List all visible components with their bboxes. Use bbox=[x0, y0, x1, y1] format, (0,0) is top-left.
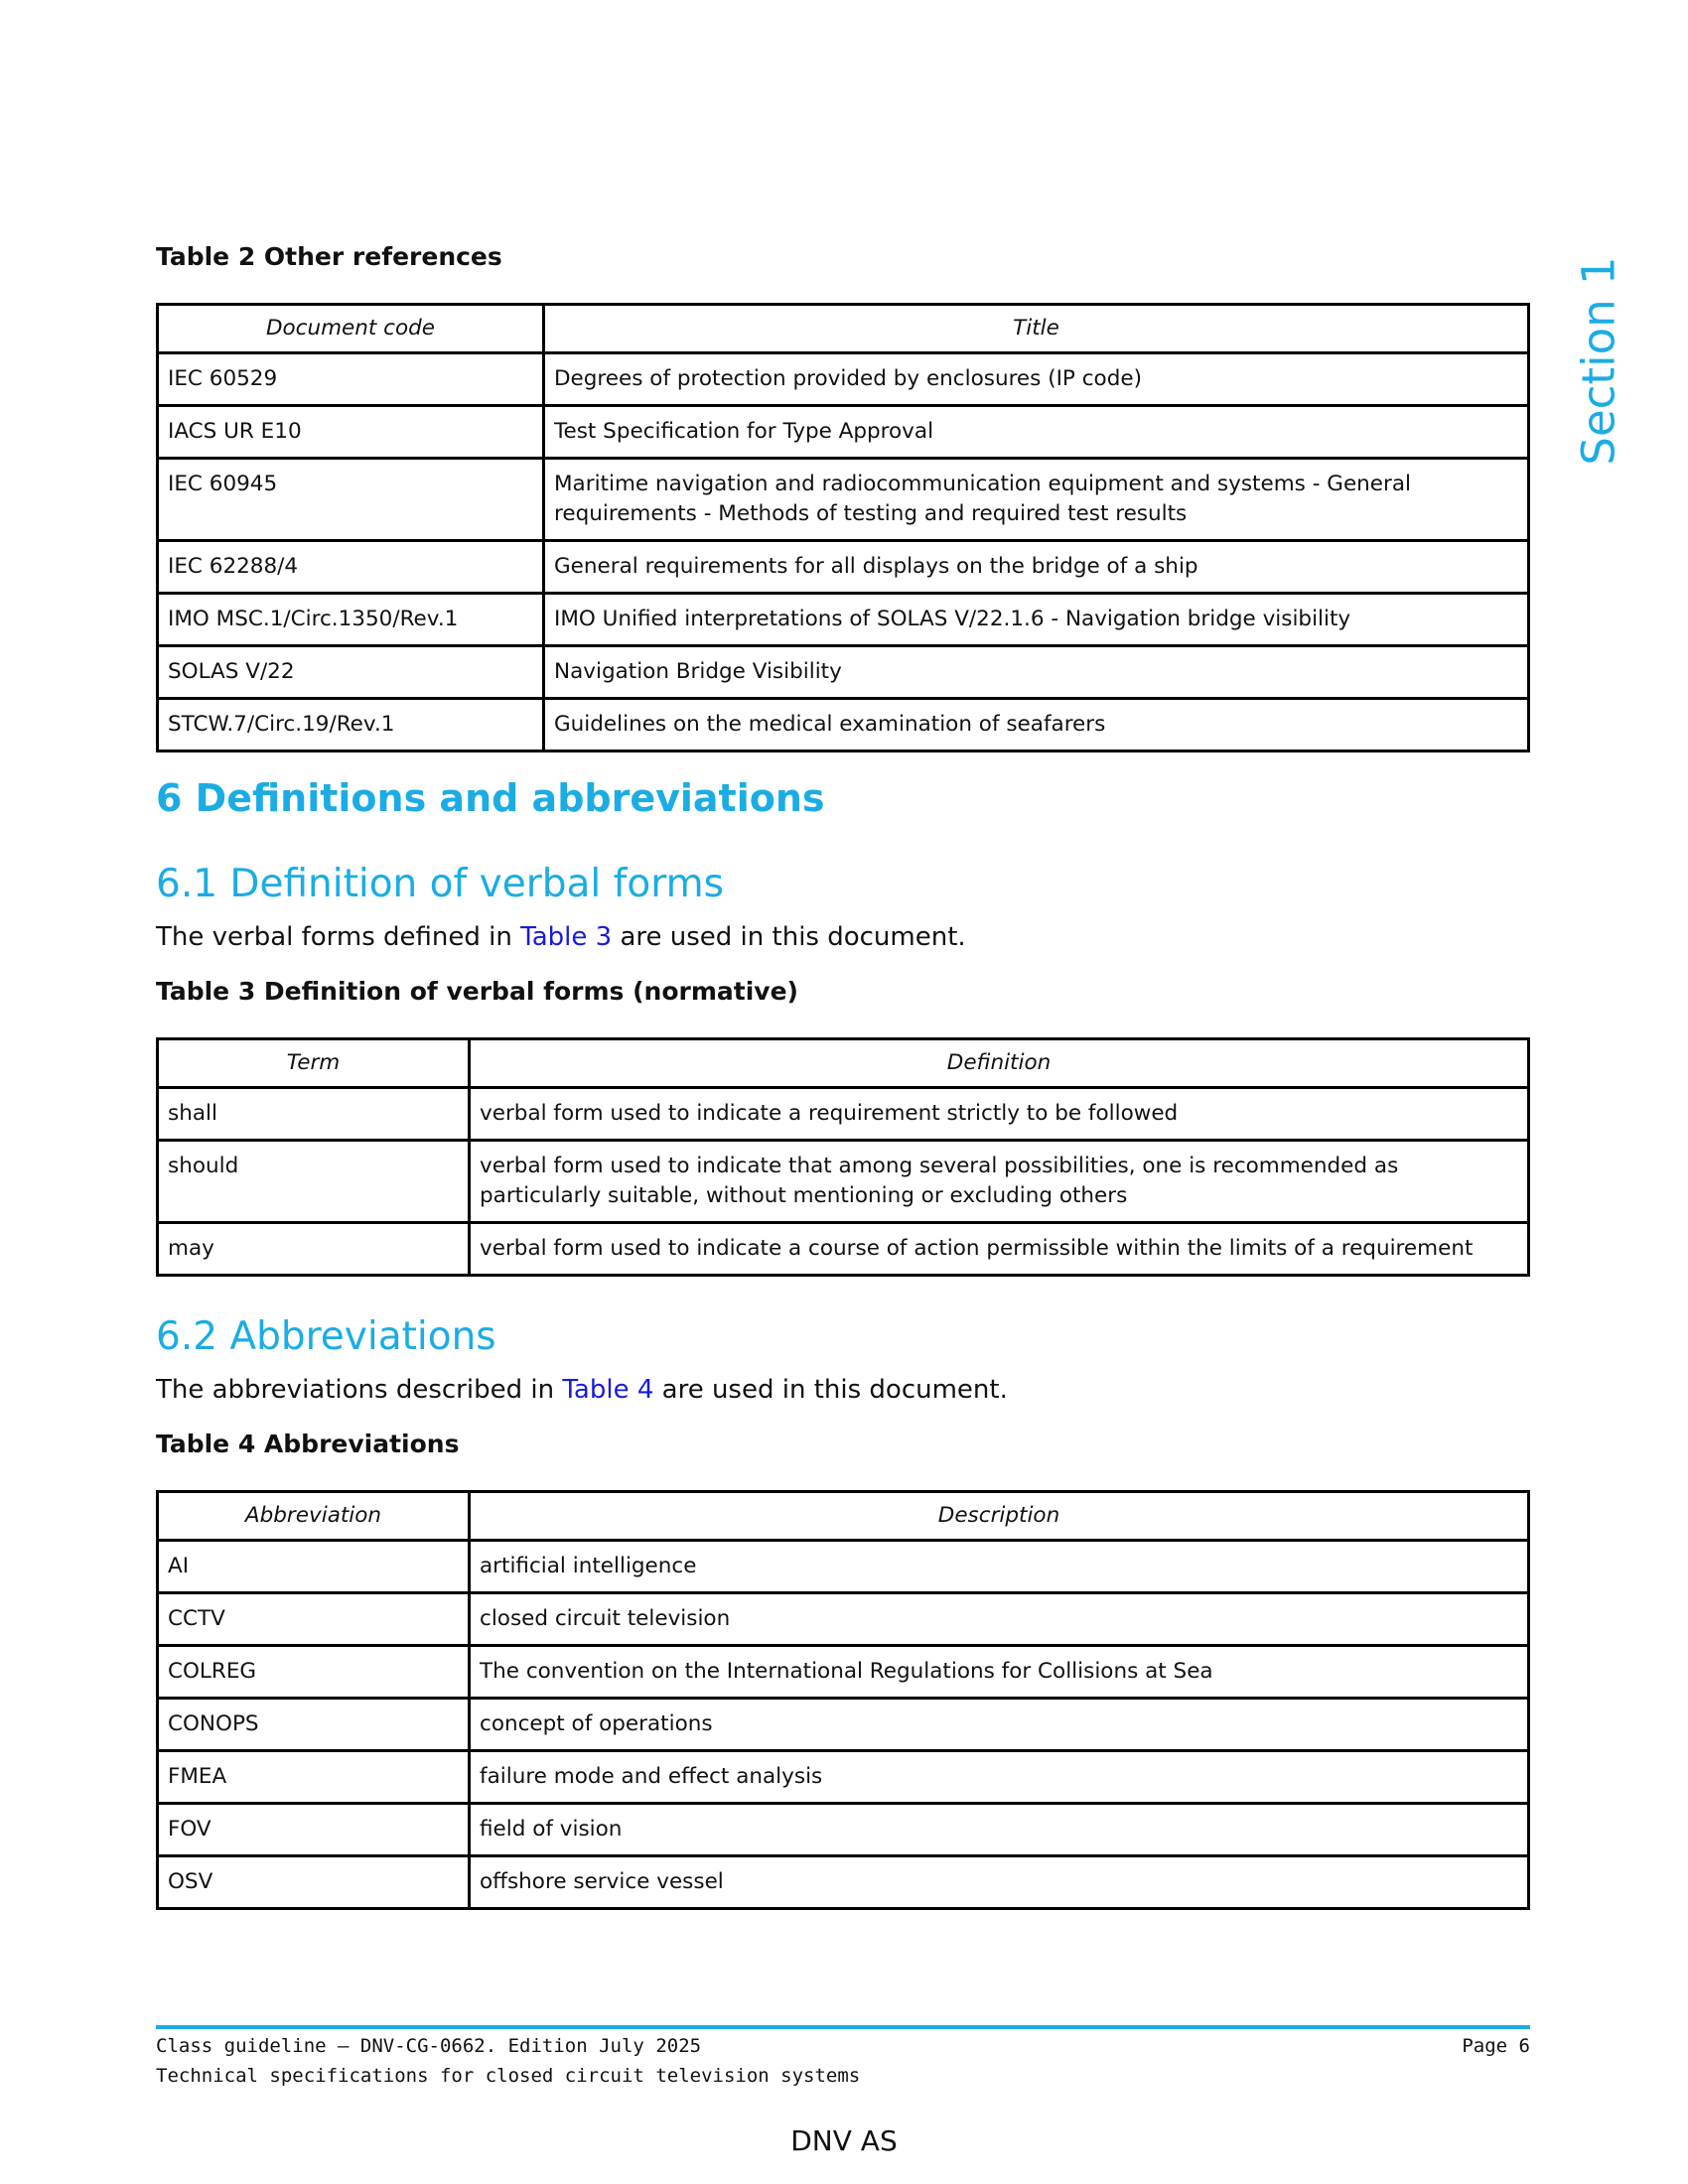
table4-description: closed circuit television bbox=[470, 1593, 1529, 1646]
table4-description: The convention on the International Regulations for Collisions at Sea bbox=[470, 1646, 1529, 1699]
section6-heading: 6 Definitions and abbreviations bbox=[156, 776, 825, 820]
section62-text-start: The abbreviations described in bbox=[156, 1375, 563, 1405]
table4-description: failure mode and effect analysis bbox=[470, 1751, 1529, 1804]
table2-code: IEC 62288/4 bbox=[158, 541, 544, 594]
table-row bbox=[158, 594, 1529, 646]
section6-block bbox=[156, 776, 1528, 820]
table2-header-code: Document code bbox=[158, 305, 544, 353]
table4-abbreviation: CONOPS bbox=[158, 1699, 470, 1751]
table2-block bbox=[156, 242, 1528, 752]
page-number: Page 6 bbox=[1462, 2035, 1530, 2057]
table4-abbreviation: FOV bbox=[158, 1804, 470, 1856]
table3-link[interactable]: Table 3 bbox=[520, 922, 613, 952]
table-row bbox=[158, 1541, 1529, 1593]
table3-term: should bbox=[158, 1141, 470, 1223]
table2-title: Maritime navigation and radiocommunication equipment and systems - General requirements - Methods of testing and required test results bbox=[544, 459, 1529, 541]
table4-header-row bbox=[158, 1492, 1529, 1541]
table-row bbox=[158, 1804, 1529, 1856]
section61-block bbox=[156, 862, 1528, 952]
table-row bbox=[158, 1646, 1529, 1699]
table3 bbox=[156, 1037, 1530, 1277]
table2-title: Navigation Bridge Visibility bbox=[544, 646, 1529, 699]
company-name: DNV AS bbox=[790, 2124, 898, 2157]
section-side-tab bbox=[1564, 256, 1633, 465]
table2 bbox=[156, 303, 1530, 752]
footer-divider bbox=[156, 2025, 1530, 2029]
table4-caption: Table 4 Abbreviations bbox=[156, 1430, 460, 1458]
table3-header-row bbox=[158, 1039, 1529, 1088]
table2-title: Guidelines on the medical examination of seafarers bbox=[544, 699, 1529, 751]
table2-header-row bbox=[158, 305, 1529, 353]
table2-code: SOLAS V/22 bbox=[158, 646, 544, 699]
table3-definition: verbal form used to indicate a course of action permissible within the limits of a requirement bbox=[470, 1223, 1529, 1276]
table4 bbox=[156, 1490, 1530, 1910]
section62-text-end: are used in this document. bbox=[653, 1375, 1008, 1405]
table-row bbox=[158, 406, 1529, 459]
table3-block bbox=[156, 977, 1528, 1277]
table3-definition: verbal form used to indicate a requirement strictly to be followed bbox=[470, 1088, 1529, 1141]
section62-heading: 6.2 Abbreviations bbox=[156, 1314, 496, 1359]
table2-code: STCW.7/Circ.19/Rev.1 bbox=[158, 699, 544, 751]
table3-caption: Table 3 Definition of verbal forms (normative) bbox=[156, 977, 798, 1006]
table2-title: IMO Unified interpretations of SOLAS V/22.1.6 - Navigation bridge visibility bbox=[544, 594, 1529, 646]
section61-text-end: are used in this document. bbox=[612, 922, 966, 952]
table-row bbox=[158, 541, 1529, 594]
table3-definition: verbal form used to indicate that among several possibilities, one is recommended as particularly suitable, without mentioning or excluding others bbox=[470, 1141, 1529, 1223]
footer-line-2: Technical specifications for closed circuit television systems bbox=[156, 2065, 861, 2087]
table2-title: Test Specification for Type Approval bbox=[544, 406, 1529, 459]
table-row bbox=[158, 1141, 1529, 1223]
table4-description: artificial intelligence bbox=[470, 1541, 1529, 1593]
table-row bbox=[158, 1593, 1529, 1646]
section61-text bbox=[156, 922, 1528, 952]
table-row bbox=[158, 646, 1529, 699]
section61-text-start: The verbal forms defined in bbox=[156, 922, 521, 952]
table2-code: IEC 60945 bbox=[158, 459, 544, 541]
table3-term: shall bbox=[158, 1088, 470, 1141]
table2-title: Degrees of protection provided by enclosures (IP code) bbox=[544, 353, 1529, 406]
table4-block bbox=[156, 1430, 1528, 1910]
section61-heading: 6.1 Definition of verbal forms bbox=[156, 862, 724, 906]
table-row bbox=[158, 459, 1529, 541]
table4-description: offshore service vessel bbox=[470, 1856, 1529, 1909]
table4-abbreviation: CCTV bbox=[158, 1593, 470, 1646]
table3-header-definition: Definition bbox=[470, 1039, 1529, 1088]
section62-text bbox=[156, 1375, 1528, 1405]
table2-code: IEC 60529 bbox=[158, 353, 544, 406]
table4-abbreviation: FMEA bbox=[158, 1751, 470, 1804]
table3-term: may bbox=[158, 1223, 470, 1276]
table4-header-description: Description bbox=[470, 1492, 1529, 1541]
table3-header-term: Term bbox=[158, 1039, 470, 1088]
table-row bbox=[158, 1088, 1529, 1141]
table-row bbox=[158, 1699, 1529, 1751]
table4-abbreviation: COLREG bbox=[158, 1646, 470, 1699]
table-row bbox=[158, 699, 1529, 751]
table4-description: concept of operations bbox=[470, 1699, 1529, 1751]
table4-header-abbreviation: Abbreviation bbox=[158, 1492, 470, 1541]
table2-caption: Table 2 Other references bbox=[156, 242, 502, 271]
table4-link[interactable]: Table 4 bbox=[562, 1375, 654, 1405]
table-row bbox=[158, 353, 1529, 406]
page-footer bbox=[156, 2031, 1530, 2091]
table4-description: field of vision bbox=[470, 1804, 1529, 1856]
footer-line-1: Class guideline — DNV-CG-0662. Edition July 2025 bbox=[156, 2035, 702, 2057]
table-row bbox=[158, 1751, 1529, 1804]
table-row bbox=[158, 1856, 1529, 1909]
section-side-tab-label: Section 1 bbox=[1572, 255, 1625, 466]
table2-header-title: Title bbox=[544, 305, 1529, 353]
section62-block bbox=[156, 1314, 1528, 1405]
table4-abbreviation: AI bbox=[158, 1541, 470, 1593]
table-row bbox=[158, 1223, 1529, 1276]
table2-code: IACS UR E10 bbox=[158, 406, 544, 459]
table2-title: General requirements for all displays on the bridge of a ship bbox=[544, 541, 1529, 594]
table4-abbreviation: OSV bbox=[158, 1856, 470, 1909]
table2-code: IMO MSC.1/Circ.1350/Rev.1 bbox=[158, 594, 544, 646]
